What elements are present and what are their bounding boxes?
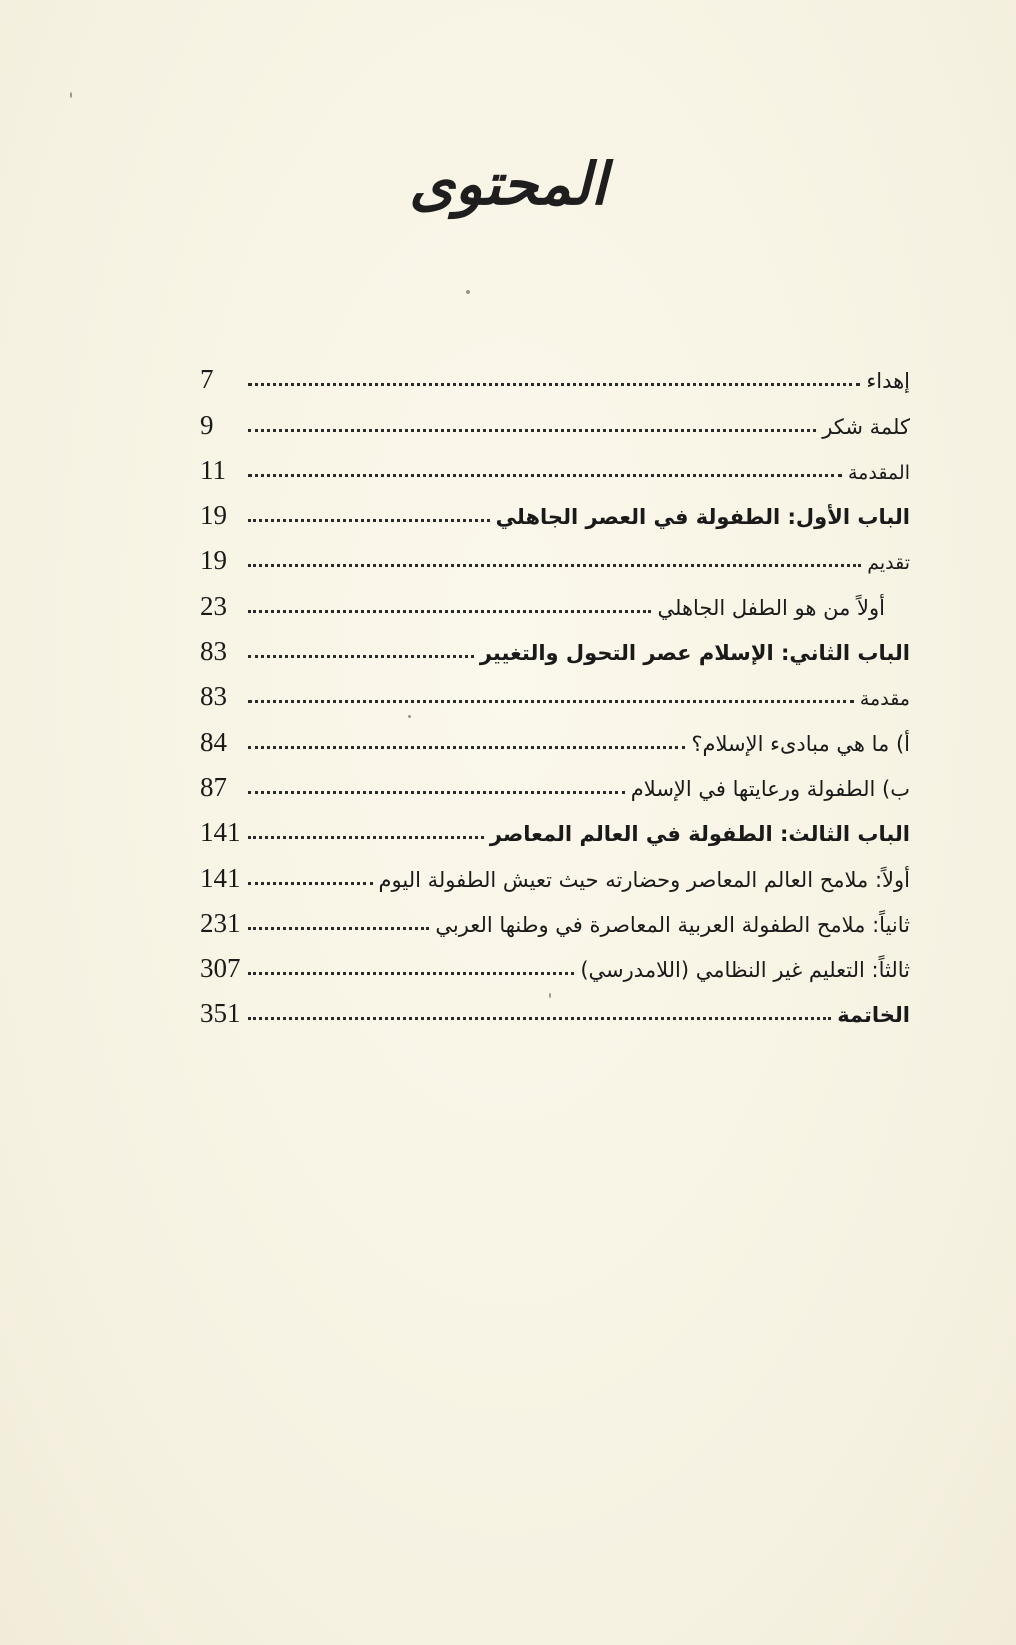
toc-entry (200, 622, 910, 667)
dot-leader (248, 791, 625, 794)
toc-entry (200, 758, 910, 803)
dot-leader (248, 836, 484, 839)
paper-speck (70, 92, 72, 98)
dot-leader (248, 383, 860, 386)
paper-speck (466, 290, 470, 294)
toc-page-number: 84 (200, 726, 227, 757)
toc-page-number: 231 (200, 907, 241, 938)
toc-page-number: 23 (200, 590, 227, 621)
toc-entry-title: أ) ما هي مبادىء الإسلام؟ (691, 731, 910, 756)
paper-speck (408, 715, 411, 718)
dot-leader (248, 1017, 831, 1020)
paper-speck (549, 993, 551, 998)
toc-entry-title: ثانياً: ملامح الطفولة العربية المعاصرة في وطنها العربي (435, 912, 910, 937)
dot-leader (248, 972, 574, 975)
dot-leader (248, 927, 429, 930)
toc-entry (200, 712, 910, 757)
toc-entry-title: الباب الأول: الطفولة في العصر الجاهلي (495, 505, 910, 530)
dot-leader (248, 519, 490, 522)
toc-entry-title: المقدمة (847, 461, 910, 484)
toc-entry (200, 486, 910, 531)
dot-leader (248, 746, 685, 749)
toc-entry (200, 667, 910, 712)
toc-page-number: 19 (200, 545, 227, 576)
toc-entry-title: تقديم (867, 552, 910, 575)
toc-page-number: 83 (200, 681, 227, 712)
dot-leader (248, 655, 474, 658)
toc-page-number: 9 (200, 409, 214, 440)
toc-entry-title: مقدمة (859, 688, 910, 711)
table-of-contents (200, 350, 910, 1029)
toc-entry-title: الباب الثاني: الإسلام عصر التحول والتغيير (479, 641, 910, 666)
dot-leader (248, 564, 861, 567)
toc-page-number: 83 (200, 636, 227, 667)
toc-entry-title: ثالثاً: التعليم غير النظامي (اللامدرسي) (580, 958, 910, 983)
toc-page-number: 141 (200, 817, 241, 848)
toc-entry (200, 576, 910, 621)
toc-entry (200, 803, 910, 848)
toc-entry-title: كلمة شكر (822, 414, 910, 439)
toc-entry (200, 848, 910, 893)
toc-entry (200, 939, 910, 984)
dot-leader (248, 429, 816, 432)
toc-entry (200, 894, 910, 939)
toc-entry (200, 531, 910, 576)
toc-page-number: 141 (200, 862, 241, 893)
toc-entry-title: الخاتمة (837, 1003, 910, 1028)
toc-entry (200, 441, 910, 486)
toc-entry-title: إهداء (866, 369, 910, 394)
toc-entry-title: ب) الطفولة ورعايتها في الإسلام (630, 776, 910, 801)
toc-entry-title: الباب الثالث: الطفولة في العالم المعاصر (489, 822, 910, 847)
toc-entry (200, 395, 910, 440)
toc-entry-title: أولاً من هو الطفل الجاهلي (657, 595, 885, 620)
dot-leader (248, 700, 854, 703)
toc-page-number: 7 (200, 364, 214, 395)
toc-page-number: 11 (200, 454, 226, 485)
toc-entry-title: أولاً: ملامح العالم المعاصر وحضارته حيث تعيش الطفولة اليوم (378, 867, 910, 892)
toc-entry (200, 984, 910, 1029)
toc-page-number: 19 (200, 500, 227, 531)
dot-leader (248, 474, 842, 477)
toc-entry (200, 350, 910, 395)
page-title: المحتوى (409, 150, 607, 218)
dot-leader (248, 610, 651, 613)
dot-leader (248, 882, 373, 885)
toc-page-number: 307 (200, 953, 241, 984)
toc-page-number: 351 (200, 998, 241, 1029)
toc-page-number: 87 (200, 771, 227, 802)
